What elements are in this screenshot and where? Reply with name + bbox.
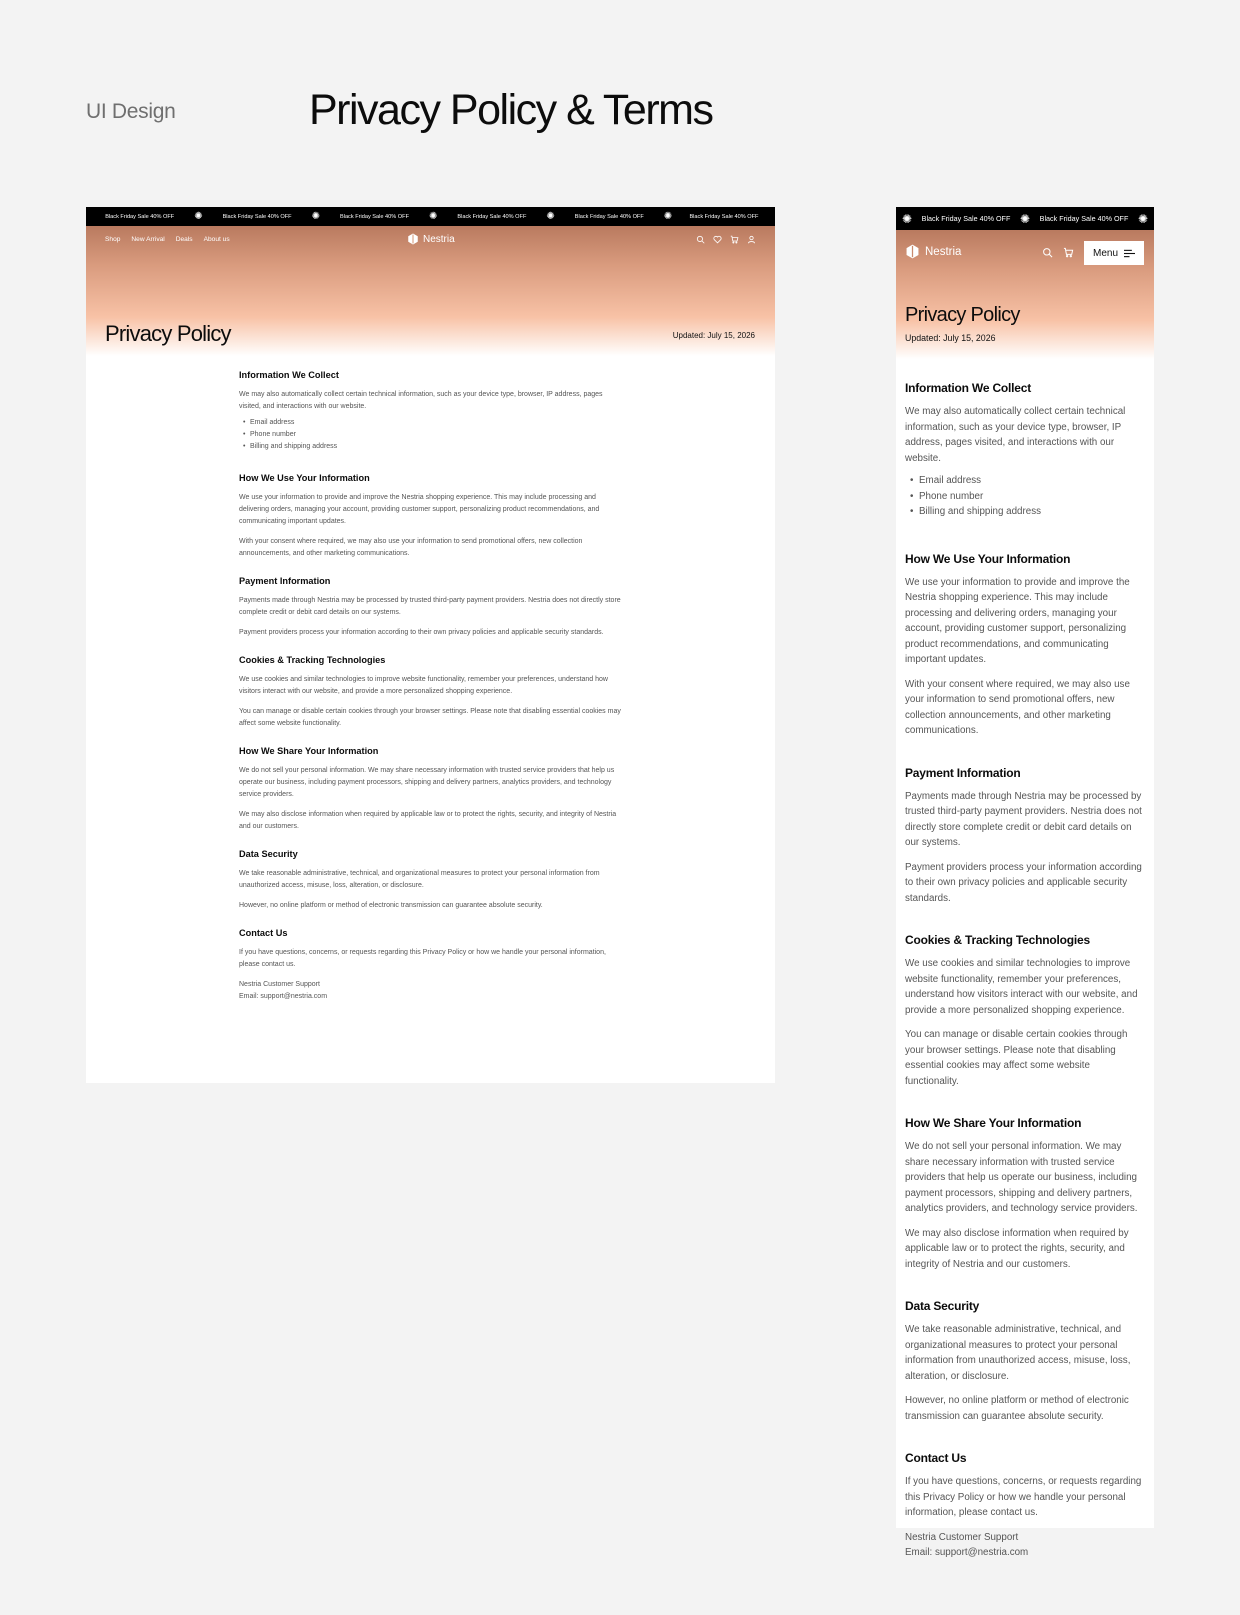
ticker-text: Black Friday Sale 40% OFF bbox=[1039, 214, 1129, 223]
policy-content bbox=[239, 370, 621, 1019]
ticker-text: Black Friday Sale 40% OFF bbox=[689, 213, 759, 220]
list-item: • Email address bbox=[905, 473, 1145, 489]
nestria-logo-icon bbox=[407, 233, 419, 245]
section-cookies bbox=[239, 655, 621, 730]
section-data-security bbox=[905, 1299, 1145, 1424]
list-item: • Phone number bbox=[905, 489, 1145, 505]
section-heading: How We Share Your Information bbox=[905, 1116, 1082, 1130]
section-paragraph: We do not sell your personal information. We may share necessary information with trusted service providers that help us operate our business, including payment processors, shipping and delivery partners, analytics providers, and technology service providers. bbox=[905, 1141, 1138, 1214]
section-paragraph: We use cookies and similar technologies to improve website functionality, remember your preferences, understand how visitors interact with our website, and provide a more personalized shopping experience. bbox=[905, 958, 1138, 1016]
collected-list bbox=[239, 417, 621, 453]
hero-header bbox=[86, 226, 775, 356]
section-heading: How We Use Your Information bbox=[905, 551, 1071, 566]
contact-block bbox=[905, 1530, 1145, 1561]
section-paragraph: However, no online platform or method of electronic transmission can guarantee absolute security. bbox=[239, 902, 543, 909]
list-item: • Billing and shipping address bbox=[239, 441, 621, 453]
support-email[interactable]: Email: support@nestria.com bbox=[239, 993, 328, 1000]
section-heading: Cookies & Tracking Technologies bbox=[239, 655, 386, 665]
hamburger-icon bbox=[1124, 249, 1135, 258]
section-paragraph: However, no online platform or method of electronic transmission can guarantee absolute security. bbox=[905, 1395, 1129, 1422]
section-information-we-collect bbox=[905, 381, 1145, 520]
ticker-text: Black Friday Sale 40% OFF bbox=[339, 213, 409, 220]
asterisk-icon: ✺ bbox=[311, 210, 320, 222]
section-heading: Payment Information bbox=[239, 576, 331, 586]
ticker-text: Black Friday Sale 40% OFF bbox=[105, 213, 175, 220]
asterisk-icon: ✺ bbox=[901, 211, 913, 226]
ticker-text: Black Friday Sale 40% OFF bbox=[222, 213, 292, 220]
promo-ticker bbox=[896, 207, 1154, 230]
asterisk-icon: ✺ bbox=[1137, 211, 1149, 226]
showcase-title: Privacy Policy & Terms bbox=[309, 86, 713, 134]
asterisk-icon: ✺ bbox=[1019, 211, 1031, 226]
promo-ticker bbox=[86, 207, 775, 226]
asterisk-icon: ✺ bbox=[663, 210, 673, 222]
asterisk-icon: ✺ bbox=[546, 210, 555, 222]
asterisk-icon: ✺ bbox=[194, 210, 203, 222]
section-heading: Cookies & Tracking Technologies bbox=[905, 933, 1090, 947]
ticker-text: Black Friday Sale 40% OFF bbox=[574, 213, 644, 220]
section-paragraph: If you have questions, concerns, or requests regarding this Privacy Policy or how we handle your personal information, please contact us. bbox=[239, 949, 606, 968]
section-how-we-share bbox=[239, 746, 621, 833]
section-paragraph: We may also automatically collect certain technical information, such as your device type, browser, IP address, pages visited, and interactions with our website. bbox=[905, 406, 1126, 464]
section-information-we-collect bbox=[239, 370, 621, 453]
section-paragraph: We may also disclose information when required by applicable law or to protect the rights, security, and integrity of Nestria and our customers. bbox=[239, 811, 617, 830]
hero-header bbox=[896, 230, 1154, 359]
menu-button[interactable] bbox=[1084, 241, 1144, 265]
user-icon[interactable] bbox=[747, 235, 756, 244]
header-icons bbox=[1042, 247, 1074, 258]
section-heading: Payment Information bbox=[905, 765, 1021, 780]
nav-deals[interactable]: Deals bbox=[175, 236, 193, 243]
section-paragraph: You can manage or disable certain cookies through your browser settings. Please note that disabling essential cookies may affect some website functionality. bbox=[239, 708, 621, 727]
section-paragraph: With your consent where required, we may also use your information to send promotional offers, new collection announcements, and other marketing communications. bbox=[905, 678, 1130, 736]
ticker-text: Black Friday Sale 40% OFF bbox=[921, 214, 1011, 223]
list-item: • Phone number bbox=[239, 429, 621, 441]
collected-list bbox=[905, 473, 1145, 520]
support-name: Nestria Customer Support bbox=[905, 1531, 1019, 1543]
section-heading: Information We Collect bbox=[905, 381, 1032, 395]
section-paragraph: You can manage or disable certain cookies through your browser settings. Please note that disabling essential cookies may affect some website functionality. bbox=[905, 1029, 1128, 1087]
menu-label: Menu bbox=[1092, 247, 1118, 259]
section-paragraph: We may also automatically collect certain technical information, such as your device type, browser, IP address, pages visited, and interactions with our website. bbox=[239, 391, 603, 410]
list-item: • Email address bbox=[239, 417, 621, 429]
main-nav bbox=[105, 236, 230, 243]
section-data-security bbox=[239, 849, 621, 912]
section-cookies bbox=[905, 933, 1145, 1089]
updated-date: Updated: July 15, 2026 bbox=[905, 333, 996, 343]
section-heading: How We Share Your Information bbox=[239, 746, 379, 756]
section-heading: How We Use Your Information bbox=[239, 473, 370, 483]
updated-date: Updated: July 15, 2026 bbox=[672, 331, 755, 340]
nav-shop[interactable]: Shop bbox=[105, 236, 121, 243]
page-title: Privacy Policy bbox=[905, 304, 1020, 326]
contact-block bbox=[239, 979, 621, 1003]
section-how-we-use bbox=[239, 473, 621, 560]
showcase-category: UI Design bbox=[86, 100, 176, 123]
section-paragraph: With your consent where required, we may also use your information to send promotional offers, new collection announcements, and other marketing communications. bbox=[239, 538, 583, 557]
section-heading: Contact Us bbox=[905, 1451, 967, 1465]
section-heading: Data Security bbox=[905, 1299, 980, 1313]
section-contact-us bbox=[239, 928, 621, 1003]
section-paragraph: Payment providers process your information according to their own privacy policies and applicable security standards. bbox=[905, 861, 1142, 904]
search-icon[interactable] bbox=[696, 235, 705, 244]
list-item: • Billing and shipping address bbox=[905, 504, 1145, 520]
asterisk-icon: ✺ bbox=[428, 210, 438, 222]
search-icon[interactable] bbox=[1042, 247, 1053, 258]
section-paragraph: We may also disclose information when required by applicable law or to protect the rights, security, and integrity of Nestria and our customers. bbox=[905, 1227, 1129, 1270]
brand-name: Nestria bbox=[925, 245, 962, 258]
heart-icon[interactable] bbox=[713, 235, 722, 244]
section-how-we-use bbox=[905, 552, 1145, 739]
section-paragraph: We use cookies and similar technologies to improve website functionality, remember your preferences, understand how visitors interact with our website, and provide a more personalized shopping experience. bbox=[239, 676, 608, 695]
nav-about[interactable]: About us bbox=[203, 236, 230, 243]
section-paragraph: We take reasonable administrative, technical, and organizational measures to protect your personal information from unauthorized access, misuse, loss, alteration, or disclosure. bbox=[239, 870, 600, 889]
page-title: Privacy Policy bbox=[105, 321, 231, 346]
brand-logo[interactable] bbox=[407, 233, 455, 245]
section-how-we-share bbox=[905, 1116, 1145, 1272]
brand-name: Nestria bbox=[423, 233, 455, 245]
section-paragraph: Payment providers process your information according to their own privacy policies and applicable security standards. bbox=[239, 629, 604, 636]
section-paragraph: We use your information to provide and improve the Nestria shopping experience. This may include processing and delivering orders, managing your account, providing customer support, personalizing product recommendations, and communicating important updates. bbox=[239, 494, 600, 525]
section-heading: Contact Us bbox=[239, 928, 288, 938]
section-paragraph: Payments made through Nestria may be processed by trusted third-party payment providers. Nestria does not directly store complete credit or debit card details on our systems. bbox=[239, 597, 621, 616]
brand-logo[interactable] bbox=[905, 244, 961, 259]
section-heading: Data Security bbox=[239, 849, 298, 859]
section-payment-information bbox=[905, 766, 1145, 907]
cart-icon[interactable] bbox=[1063, 247, 1074, 258]
cart-icon[interactable] bbox=[730, 235, 739, 244]
section-paragraph: We take reasonable administrative, technical, and organizational measures to protect your personal information from unauthorized access, misuse, loss, alteration, or disclosure. bbox=[905, 1324, 1131, 1382]
header-icons bbox=[696, 235, 756, 244]
section-contact-us bbox=[905, 1451, 1145, 1561]
section-heading: Information We Collect bbox=[239, 370, 339, 380]
desktop-frame bbox=[86, 207, 775, 1083]
support-name: Nestria Customer Support bbox=[239, 981, 320, 988]
mobile-frame bbox=[896, 207, 1154, 1558]
section-paragraph: If you have questions, concerns, or requests regarding this Privacy Policy or how we handle your personal information, please contact us. bbox=[905, 1476, 1142, 1518]
section-paragraph: We use your information to provide and improve the Nestria shopping experience. This may include processing and delivering orders, managing your account, providing customer support, personalizing product recommendations, and communicating important updates. bbox=[905, 576, 1130, 665]
policy-content bbox=[905, 381, 1145, 1588]
section-payment-information bbox=[239, 576, 621, 639]
section-paragraph: We do not sell your personal information. We may share necessary information with trusted service providers that help us operate our business, including payment processors, shipping and delivery partners, analytics providers, and technology service providers. bbox=[239, 767, 615, 798]
ticker-text: Black Friday Sale 40% OFF bbox=[457, 213, 527, 220]
section-paragraph: Payments made through Nestria may be processed by trusted third-party payment providers. Nestria does not directly store complete credit or debit card details on our systems. bbox=[905, 790, 1142, 848]
support-email[interactable]: Email: support@nestria.com bbox=[905, 1547, 1029, 1558]
nav-new-arrival[interactable]: New Arrival bbox=[131, 236, 165, 243]
nestria-logo-icon bbox=[905, 244, 920, 259]
